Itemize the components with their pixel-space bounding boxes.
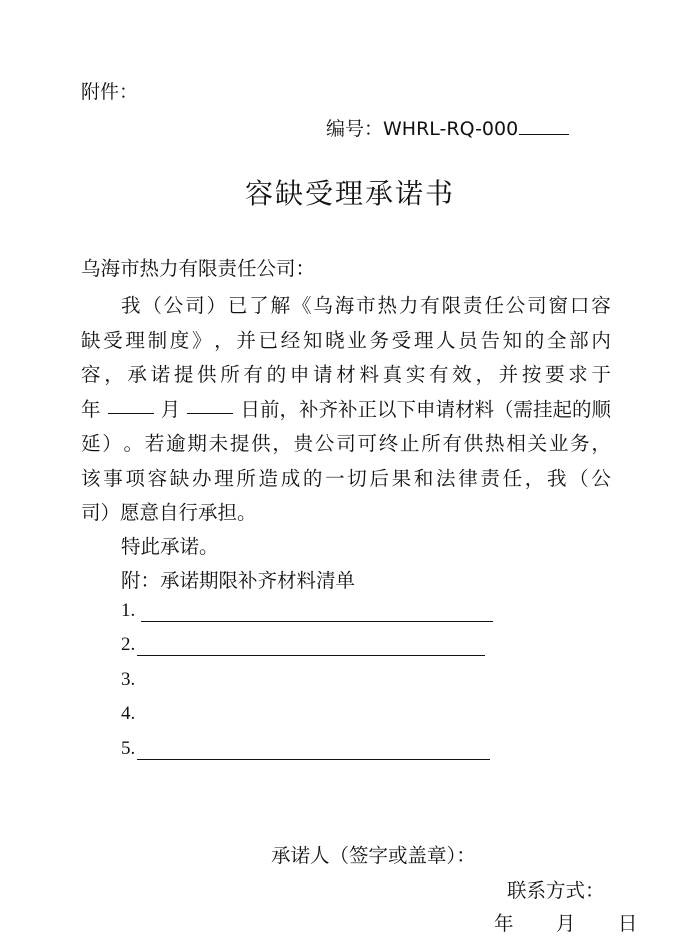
body-char: 我 [121, 294, 141, 317]
body-char: ） [206, 294, 227, 317]
body-char: 公 [505, 294, 526, 317]
body-char: 终 [378, 432, 399, 455]
body-char: 真 [382, 363, 403, 386]
body-char: 供 [463, 432, 484, 455]
body-char: ， [591, 432, 611, 455]
body-char: 有 [429, 363, 449, 386]
body-char: 求 [568, 363, 588, 386]
body-char: 要 [545, 363, 565, 386]
body-line-4-year: 年 [81, 397, 101, 421]
body-char: 限 [441, 294, 462, 317]
body-char: 逾 [166, 432, 186, 455]
salutation: 乌海市热力有限责任公司： [81, 257, 316, 280]
signer-label: 承诺人（签字或盖章）： [271, 844, 476, 867]
body-char: 公 [591, 466, 611, 490]
body-char: 已 [258, 328, 279, 352]
body-char: 项 [125, 466, 145, 490]
body-char: 贵 [293, 432, 314, 455]
body-char: 热 [485, 432, 505, 455]
body-char: 请 [313, 363, 333, 386]
body-char: 知 [302, 328, 323, 352]
body-char: 理 [125, 328, 145, 352]
month-blank [187, 393, 233, 414]
body-char: 提 [229, 432, 250, 455]
body-char: 诺 [150, 363, 171, 386]
attachment-label: 附件： [81, 81, 139, 103]
date-day: 日 [617, 912, 638, 935]
body-char: 乌 [313, 294, 333, 317]
body-char: 公 [314, 432, 335, 455]
body-line-1 [81, 289, 611, 324]
body-char: ， [104, 363, 124, 386]
body-char: ， [524, 466, 545, 490]
body-char: 关 [527, 432, 548, 455]
body-paragraph [81, 289, 611, 531]
body-char: 一 [325, 466, 345, 490]
body-char: 的 [524, 328, 545, 352]
body-line-7: 司）愿意自行承担。 [81, 501, 257, 524]
pledge-text: 特此承诺。 [121, 535, 219, 558]
body-char: 按 [521, 363, 542, 386]
body-char: 果 [391, 466, 412, 490]
body-char: 并 [498, 363, 519, 386]
body-char: 。 [123, 432, 144, 455]
body-char: 市 [356, 294, 376, 317]
date-year: 年 [494, 912, 514, 935]
body-char: ， [214, 328, 234, 352]
body-char: 业 [347, 328, 367, 352]
body-char: （ [142, 294, 162, 317]
body-char: 有 [243, 363, 263, 386]
body-char: 承 [127, 363, 147, 386]
body-char: 可 [357, 432, 377, 455]
body-char: 期 [187, 432, 207, 455]
list-item-blank [137, 741, 490, 760]
body-char: 所 [220, 363, 240, 386]
body-char: 人 [436, 328, 456, 352]
date-line [494, 908, 637, 936]
body-char: 切 [347, 466, 367, 490]
body-char: 供 [197, 363, 217, 386]
body-char: 业 [548, 432, 569, 455]
body-char: 提 [173, 363, 194, 386]
body-char: 并 [236, 328, 256, 352]
body-char: 任 [484, 294, 504, 317]
contact-label: 联系方式： [507, 879, 605, 902]
body-char: 》 [191, 328, 212, 352]
body-char: 实 [405, 363, 426, 386]
body-char: 告 [480, 328, 500, 352]
body-char: 容 [81, 363, 101, 386]
body-char: 公 [163, 294, 184, 317]
list-item-number: 2. [121, 634, 136, 655]
body-char: 热 [377, 294, 398, 317]
body-char: 相 [506, 432, 526, 455]
body-char: 所 [421, 432, 441, 455]
body-line-2 [81, 324, 611, 359]
list-item [121, 703, 135, 725]
body-char: 员 [458, 328, 478, 352]
list-item-number: 5. [121, 738, 136, 759]
body-line-4 [81, 393, 611, 428]
body-char: 供 [251, 432, 271, 455]
body-char: 内 [591, 328, 611, 352]
body-char: 缺 [81, 328, 101, 352]
body-char: 知 [502, 328, 523, 352]
body-char: 若 [144, 432, 165, 455]
body-char: 和 [413, 466, 434, 490]
body-char: 了 [249, 294, 269, 317]
body-char: 部 [569, 328, 589, 352]
body-char: 海 [334, 294, 355, 317]
body-char: 理 [214, 466, 234, 490]
date-month: 月 [555, 912, 576, 935]
body-char: 务 [570, 432, 590, 455]
body-char: 缺 [169, 466, 190, 490]
body-line-3 [81, 358, 611, 393]
body-char: 容 [147, 466, 168, 490]
body-char: ， [272, 432, 292, 455]
body-char: ， [475, 363, 495, 386]
list-item [121, 634, 485, 656]
body-char: 料 [359, 363, 379, 386]
body-char: 延 [81, 432, 101, 455]
body-char: 制 [147, 328, 168, 352]
body-char: 解 [270, 294, 291, 317]
body-char: 窗 [548, 294, 569, 317]
body-line-4-month: 月 [160, 397, 181, 421]
document-title: 容缺受理承诺书 [244, 177, 455, 210]
body-line-4-rest: 日前，补齐补正以下申请材料（需挂起的顺 [240, 397, 611, 421]
body-char: 务 [369, 328, 389, 352]
body-char: 事 [103, 466, 123, 490]
list-item-blank [137, 637, 485, 656]
body-char: 我 [546, 466, 567, 490]
body-char: 后 [369, 466, 389, 490]
list-item [121, 600, 493, 622]
body-char: 责 [463, 294, 483, 317]
document-number [326, 114, 569, 141]
body-char: 于 [591, 363, 611, 386]
body-char: 晓 [325, 328, 345, 352]
body-char: 的 [302, 466, 323, 490]
body-char: 司 [336, 432, 356, 455]
body-char: 全 [546, 328, 567, 352]
body-char: 口 [569, 294, 590, 317]
body-char: 未 [208, 432, 229, 455]
body-char: 所 [236, 466, 256, 490]
body-line-6 [81, 462, 611, 497]
body-char: （ [569, 466, 589, 490]
list-item [121, 738, 490, 760]
body-char: 受 [103, 328, 123, 352]
body-char: 造 [258, 466, 279, 490]
body-char: 容 [591, 294, 611, 317]
body-char: 责 [480, 466, 500, 490]
body-char: 材 [336, 363, 356, 386]
body-char: 律 [458, 466, 478, 490]
list-item-blank [141, 603, 493, 622]
list-item-number: 3. [121, 669, 136, 690]
appendix-title: 附：承诺期限补齐材料清单 [121, 569, 356, 592]
body-char: 止 [399, 432, 420, 455]
list-item-number: 4. [121, 703, 136, 724]
list-item [121, 669, 135, 691]
body-char: 成 [280, 466, 301, 490]
body-char: 有 [420, 294, 440, 317]
body-char: 经 [280, 328, 301, 352]
body-char: 申 [289, 363, 310, 386]
body-char: 效 [452, 363, 472, 386]
body-char: 已 [227, 294, 248, 317]
body-char: 任 [502, 466, 523, 490]
body-char: 力 [398, 294, 419, 317]
body-char: 司 [185, 294, 205, 317]
list-item-number: 1. [121, 600, 136, 621]
body-char: 该 [81, 466, 101, 490]
body-char: 法 [436, 466, 456, 490]
body-char: 办 [191, 466, 212, 490]
body-char: 《 [292, 294, 312, 317]
year-blank [108, 393, 154, 414]
body-char: 司 [527, 294, 547, 317]
document-number-blank [519, 116, 569, 135]
body-char: 有 [442, 432, 463, 455]
body-line-5 [81, 427, 611, 462]
body-char: 度 [169, 328, 190, 352]
body-char: 受 [391, 328, 412, 352]
body-char: ） [102, 432, 122, 455]
body-char: 的 [266, 363, 287, 386]
body-char: 理 [413, 328, 434, 352]
document-number-text: 编号：WHRL-RQ-000 [326, 118, 519, 140]
